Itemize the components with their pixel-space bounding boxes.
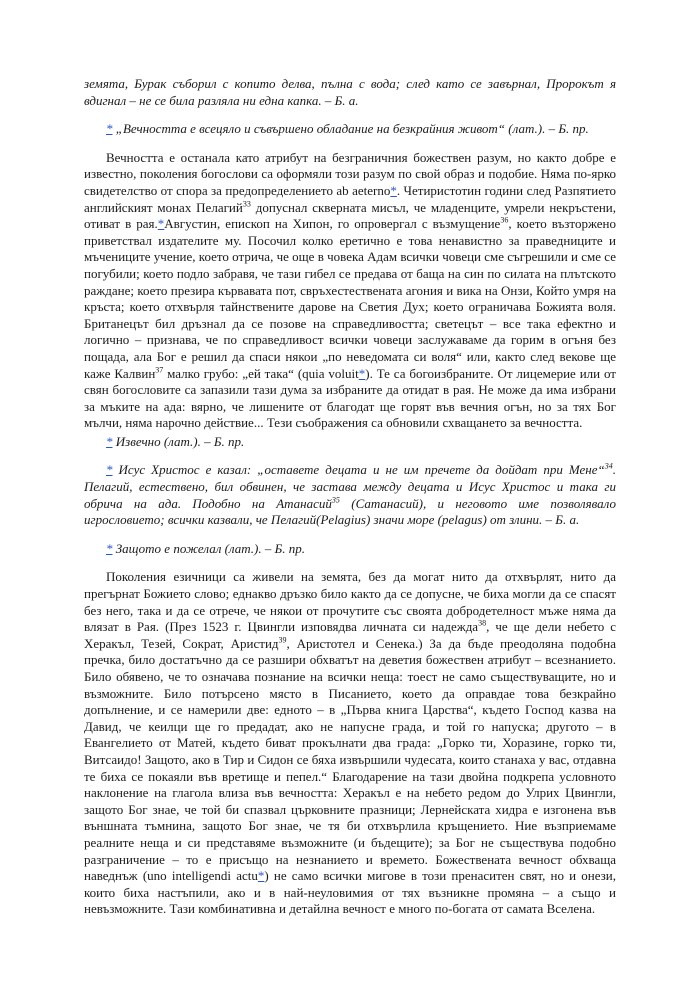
footnote-backlink[interactable]: * — [106, 121, 113, 137]
note-text: . Пелагий, естествено, бил обвинен, че застава между децата и Исус Христос и така ги обрича на ада. Подобно на Атанасий — [84, 462, 616, 511]
endnote-ref: 34 — [604, 462, 613, 472]
body-paragraph — [84, 150, 616, 432]
paragraph-text: малко грубо: „ей така“ (quia voluit — [163, 365, 359, 381]
footnote-link[interactable]: * — [358, 365, 366, 381]
paragraph-text: ) не само всички мигове в този пренаситен свят, но и онези, които биха настъпили, ако и в най-неуловимия от тях възникне промяна – а също и невъзможните. Тази комбинативна и детайлна вечност е много по-богата от самата Вселена. — [84, 868, 617, 917]
endnote-ref: 37 — [155, 365, 164, 375]
body-paragraph — [84, 569, 616, 917]
paragraph-text: Августин, епископ на Хипон, го опровергал с възмущение — [164, 216, 501, 232]
footnote-link[interactable]: * — [390, 182, 397, 198]
note-text: „Вечността е всецяло и съвършено обладание на безкрайния живот“ (лат.). – Б. пр. — [112, 121, 589, 137]
paragraph-text: . Четиристотин години след Разпятието английският монах Пелагий — [84, 182, 616, 215]
note-text: Извечно (лат.). – Б. пр. — [112, 433, 245, 449]
endnote-ref: 38 — [478, 618, 487, 628]
continued-footnote-text: земята, Бурак съборил с копито делва, пълна с вода; след като се завърнал, Пророкът я вдигнал – не се била разляла ни една капка. – Б. а. — [84, 76, 616, 108]
paragraph-text: Поколения езичници са живели на земята, без да могат нито да отхвърлят, нито да прегърнат Божието слово; еднакво дръзко било както да се допусне, че биха могли да се спасят без него, така и да се отрече, че някои от прочутите със своята добродетелност мъже няма да влязат в Рая. (През 1523 г. Цвингли изповядва личната си надежда — [84, 569, 616, 635]
note-text: (Сатанасий), и неговото име позволявало игрословието; всички казвали, че Пелагий(Pelagius) значи море (pelagus) от злини. – Б. а. — [84, 495, 616, 528]
footnote-link[interactable]: * — [157, 216, 165, 232]
footnote-backlink[interactable]: * — [106, 540, 113, 556]
translator-note — [84, 121, 616, 138]
paragraph-text: ). Те са богоизбраните. От лицемерие или от свян богословите са запазили тази дума за избраните да отидат в рая. Не може да има избрани за мъките на ада: вярно, че лишените от благодат ще горят във вечния огън, но за тях Бог мълчи, няма нарочно действие... Тези съображения са обновили схващането за вечността. — [84, 365, 616, 431]
endnote-ref: 36 — [500, 215, 509, 225]
footnote-backlink[interactable]: * — [106, 462, 113, 478]
note-text: Исус Христос е казал: „оставете децата и не им пречете да дойдат при Мене“ — [112, 462, 605, 478]
endnote-ref: 35 — [331, 495, 340, 505]
paragraph-text: , Аристотел и Сенека.) За да бъде преодоляна подобна пречка, било достатъчно да се разшири обхватът на деветия божествен атрибут – всезнанието. Било обявено, че то означава познание на всички неща: тоест не само съществуващите, но и възможните. Било потърсено място в Писанието, което да оправдае това безкрайно допълнение, и се намерили две: едното – в „Първа книга Царства“, където Господ казва на Давид, че кеилци ще го предадат, ако не напусне града, и той го напуска; другото – в Евангелието от Матей, където биват прокълнати два града: „Горко ти, Хоразине, горко ти, Витсаидо! Защото, ако в Тир и Сидон се бяха извършили чудесата, които станаха у вас, отдавна те биха се покаяли във вретище и пепел.“ Благодарение на тази двойна подкрепа условното наклонение на глагола влиза във вечността: Херакъл е на небето редом до Улрих Цвингли, защото Бог знае, че той би спазвал църковните празници; Лернейската хидра е изгонена във външната тъмнина, защото Бог знае, че тя би отхвърлила кръщението. Ние възприемаме реалните неща и си представяме възможните (и бъдещите); за Бог не съществува подобно разграничение – то е присъщо на незнанието и времето. Божествената вечност обхваща наведнъж (uno intelligendi actu — [84, 635, 616, 884]
note-text: Защото е пожелал (лат.). – Б. пр. — [112, 540, 306, 556]
endnote-ref: 39 — [278, 635, 287, 645]
paragraph-text: допуснал скверната мисъл, че младенците, умрели некръстени, отиват в рая. — [84, 199, 617, 232]
footnote-backlink[interactable]: * — [106, 433, 113, 449]
paragraph-text: , че ще дели небето с Херакъл, Тезей, Сократ, Аристид — [84, 619, 617, 651]
translator-note — [84, 434, 616, 451]
footnote-link[interactable]: * — [257, 868, 265, 884]
continued-footnote — [84, 76, 616, 109]
endnote-ref: 33 — [242, 199, 251, 209]
translator-note — [84, 541, 616, 558]
author-note — [84, 462, 616, 528]
paragraph-text: Вечността е останала като атрибут на безграничния божествен разум, но както добре е известно, поколения богослови са оформяли този разум по свой образ и подобие. Няма по-ярко свидетелство от спора за предопределението ab aeterno — [84, 149, 616, 198]
paragraph-text: , което възторжено приветствал издателите му. Посочил колко еретично е това ненавистно за праведниците и мъчениците учение, което отрича, че още в човека Адам всички човеци сме съгрешили и сме се погубили; което подло забравя, че тази гибел се предава от баща на син по силата на плътското раждане; което презира кървавата пот, свръхестествената агония и вика на Онзи, Който умря на кръста; което отхвърля тайнствените дарове на Светия Дух; което ограничава Божията воля. Британецът бил дръзнал да се позове на справедливостта; светецът – все така ефектно и логично – признава, че по справедливост всички човеци заслужаваме да горим в огъня без пощада, ала Бог е решил да спаси някои „по неведомата си воля“ или, както след векове ще каже Калвин — [84, 216, 616, 381]
